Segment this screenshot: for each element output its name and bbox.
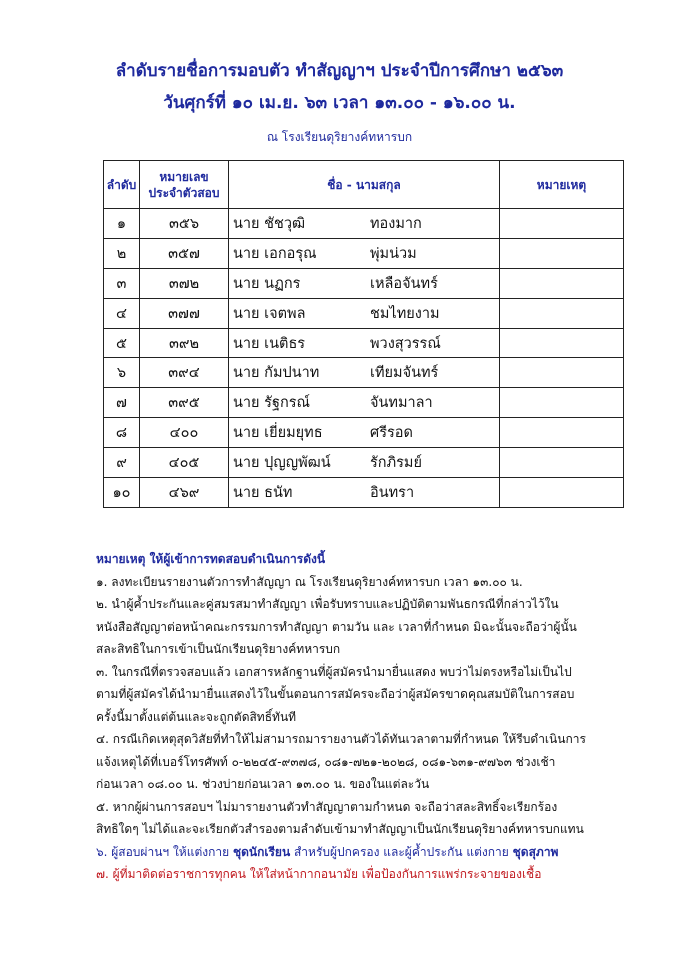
row-exam-id: ๓๙๕ — [140, 388, 229, 418]
row-name-wrap — [233, 212, 499, 235]
row-name-title: นาย — [233, 395, 260, 412]
note-4-line1: ๔. กรณีเกิดเหตุสุดวิสัยที่ทำให้ไม่สามารถมารายงานตัวได้ทันเวลาตามที่กำหนด ให้รีบดำเนินการ — [96, 732, 586, 746]
row-last-name: ชมไทยงาม — [370, 305, 440, 322]
notes-section — [96, 548, 656, 886]
row-first-name: เยี่ยมยุทธ — [264, 425, 323, 442]
row-name-wrap — [233, 302, 499, 325]
row-last-name: เหลือจันทร์ — [370, 275, 438, 292]
row-full-name — [229, 418, 500, 448]
table-row — [104, 209, 624, 239]
row-name-wrap — [233, 451, 499, 474]
col-header-exam-id — [140, 161, 229, 209]
table-row — [104, 418, 624, 448]
row-name-wrap — [233, 242, 499, 265]
row-name-title: นาย — [233, 245, 260, 262]
row-order: ๒ — [104, 238, 140, 268]
col-header-exam-id-line1: หมายเลข — [159, 169, 209, 184]
row-name-title: นาย — [233, 484, 260, 501]
col-header-remark: หมายเหตุ — [500, 161, 624, 209]
row-name-wrap — [233, 361, 499, 384]
row-last-name: พวงสุวรรณ์ — [370, 335, 441, 352]
table-row — [104, 298, 624, 328]
row-first-name: เอกอรุณ — [264, 245, 317, 262]
note-2-line1: ๒. นำผู้ค้ำประกันและคู่สมรสมาทำสัญญา เพื่อรับทราบและปฏิบัติตามพันธกรณีที่กล่าวไว้ใน — [96, 597, 559, 611]
table-row — [104, 328, 624, 358]
row-remark — [500, 328, 624, 358]
row-remark — [500, 388, 624, 418]
row-name-title: นาย — [233, 305, 260, 322]
table-row — [104, 388, 624, 418]
row-name-wrap — [233, 332, 499, 355]
document-title: ลำดับรายชื่อการมอบตัว ทำสัญญาฯ ประจำปีการศึกษา ๒๕๖๓ — [115, 61, 564, 81]
row-full-name — [229, 358, 500, 388]
row-last-name: รักภิรมย์ — [370, 455, 422, 472]
row-remark — [500, 209, 624, 239]
row-name-title: นาย — [233, 455, 260, 472]
candidate-table — [103, 160, 624, 508]
note-3-line3: ครั้งนี้มาตั้งแต่ต้นและจะถูกตัดสิทธิ์ทันที — [96, 709, 297, 724]
row-full-name — [229, 238, 500, 268]
note-6-polite-dress: ชุดสุภาพ — [512, 844, 559, 859]
row-order: ๖ — [104, 358, 140, 388]
note-5-line2: สิทธิใดๆ ไม่ได้และจะเรียกตัวสำรองตามลำดับเข้ามาทำสัญญาเป็นนักเรียนดุริยางค์ทหารบกแทน — [96, 822, 584, 836]
row-full-name — [229, 478, 500, 508]
document-location: ณ โรงเรียนดุริยางค์ทหารบก — [266, 130, 413, 144]
row-order: ๔ — [104, 298, 140, 328]
table-row — [104, 238, 624, 268]
row-exam-id: ๓๗๒ — [140, 268, 229, 298]
row-order: ๕ — [104, 328, 140, 358]
row-name-title: นาย — [233, 215, 260, 232]
note-4-line2: แจ้งเหตุได้ที่เบอร์โทรศัพท์ ๐-๒๒๔๕-๙๓๗๘, ๐๘๑-๗๒๑-๒๐๒๘, ๐๘๑-๖๓๑-๙๗๖๓ ช่วงเช้า — [96, 754, 556, 769]
row-remark — [500, 478, 624, 508]
row-order: ๙ — [104, 448, 140, 478]
note-5-line1: ๕. หากผู้ผ่านการสอบฯ ไม่มารายงานตัวทำสัญญาตามกำหนด จะถือว่าสละสิทธิ์จะเรียกร้อง — [96, 799, 558, 814]
row-exam-id: ๓๕๗ — [140, 238, 229, 268]
row-first-name: ธนัท — [264, 484, 293, 501]
row-last-name: ทองมาก — [370, 215, 422, 232]
row-last-name: จันทมาลา — [370, 395, 433, 412]
table-row — [104, 358, 624, 388]
table-row — [104, 448, 624, 478]
row-last-name: ศรีรอด — [370, 425, 413, 442]
row-order: ๗ — [104, 388, 140, 418]
row-exam-id: ๓๙๔ — [140, 358, 229, 388]
row-first-name: เจตพล — [264, 305, 306, 322]
row-exam-id: ๓๕๖ — [140, 209, 229, 239]
note-4-line3: ก่อนเวลา ๐๘.๐๐ น. ช่วงบ่ายก่อนเวลา ๑๓.๐๐ น. ของในแต่ละวัน — [96, 777, 430, 791]
col-header-name: ชื่อ - นามสกุล — [229, 161, 500, 209]
note-1: ๑. ลงทะเบียนรายงานตัวการทำสัญญา ณ โรงเรียนดุริยางค์ทหารบก เวลา ๑๓.๐๐ น. — [96, 574, 523, 589]
row-first-name: ปุญญพัฒน์ — [264, 455, 331, 472]
row-exam-id: ๓๙๒ — [140, 328, 229, 358]
row-full-name — [229, 388, 500, 418]
row-full-name — [229, 298, 500, 328]
row-last-name: เทียมจันทร์ — [370, 365, 439, 382]
row-name-wrap — [233, 481, 499, 504]
row-order: ๓ — [104, 268, 140, 298]
row-first-name: รัฐกรณ์ — [264, 395, 310, 412]
row-full-name — [229, 328, 500, 358]
col-header-exam-id-line2: ประจำตัวสอบ — [148, 185, 220, 200]
table-row — [104, 478, 624, 508]
row-first-name: เนติธร — [264, 335, 306, 352]
note-2-line2: หนังสือสัญญาต่อหน้าคณะกรรมการทำสัญญา ตามวัน และ เวลาที่กำหนด มิฉะนั้นจะถือว่าผู้นั้น — [96, 619, 577, 634]
document-date-time: วันศุกร์ที่ ๑๐ เม.ย. ๖๓ เวลา ๑๓.๐๐ - ๑๖.๐๐ น. — [163, 93, 516, 113]
row-order: ๑๐ — [104, 478, 140, 508]
row-remark — [500, 298, 624, 328]
note-3-line1: ๓. ในกรณีที่ตรวจสอบแล้ว เอกสารหลักฐานที่ผู้สมัครนำมายื่นแสดง พบว่าไม่ตรงหรือไม่เป็นไป — [96, 664, 572, 679]
row-order: ๑ — [104, 209, 140, 239]
col-header-order: ลำดับ — [104, 161, 140, 209]
note-2-line3: สละสิทธิในการเข้าเป็นนักเรียนดุริยางค์ทหารบก — [96, 642, 341, 656]
note-6 — [96, 841, 656, 864]
row-name-wrap — [233, 391, 499, 414]
row-remark — [500, 238, 624, 268]
row-first-name: กัมปนาท — [264, 365, 320, 382]
row-first-name: นฏกร — [264, 275, 301, 292]
row-name-title: นาย — [233, 275, 260, 292]
row-exam-id: ๔๐๐ — [140, 418, 229, 448]
row-name-title: นาย — [233, 365, 260, 382]
row-exam-id: ๔๐๕ — [140, 448, 229, 478]
row-name-title: นาย — [233, 335, 260, 352]
row-exam-id: ๓๗๗ — [140, 298, 229, 328]
note-3-line2: ตามที่ผู้สมัครได้นำมายื่นแสดงไว้ในขั้นตอนการสมัครจะถือว่าผู้สมัครขาดคุณสมบัติในการสอบ — [96, 687, 575, 701]
note-6-student-uniform: ชุดนักเรียน — [232, 844, 291, 859]
row-full-name — [229, 209, 500, 239]
row-remark — [500, 448, 624, 478]
row-full-name — [229, 268, 500, 298]
row-last-name: อินทรา — [370, 484, 415, 501]
row-order: ๘ — [104, 418, 140, 448]
row-name-title: นาย — [233, 425, 260, 442]
row-first-name: ชัชวุฒิ — [264, 215, 306, 232]
row-exam-id: ๔๖๙ — [140, 478, 229, 508]
row-full-name — [229, 448, 500, 478]
note-6-pre: ๖. ผู้สอบผ่านฯ ให้แต่งกาย — [96, 844, 233, 859]
row-name-wrap — [233, 272, 499, 295]
row-last-name: พุ่มน่วม — [370, 245, 417, 262]
notes-heading: หมายเหตุ ให้ผู้เข้าการทดสอบดำเนินการดังนี้ — [96, 552, 326, 566]
row-remark — [500, 268, 624, 298]
note-7: ๗. ผู้ที่มาติดต่อราชการทุกคน ให้ใส่หน้ากากอนามัย เพื่อป้องกันการแพร่กระจายของเชื้อ — [96, 867, 542, 881]
row-name-wrap — [233, 421, 499, 444]
note-6-mid: สำหรับผู้ปกครอง และผู้ค้ำประกัน แต่งกาย — [290, 844, 513, 859]
row-remark — [500, 418, 624, 448]
table-row — [104, 268, 624, 298]
row-remark — [500, 358, 624, 388]
table-header-row — [104, 161, 624, 209]
